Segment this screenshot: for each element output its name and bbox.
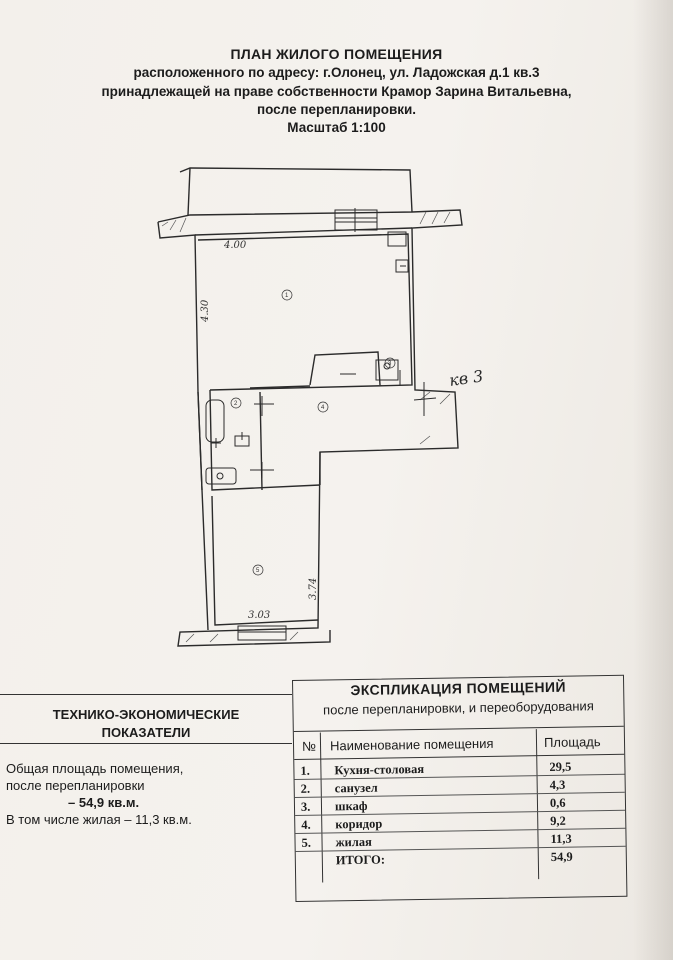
room-name: коридор xyxy=(335,816,383,832)
room-area: 9,2 xyxy=(550,813,566,828)
room-area: 29,5 xyxy=(549,759,572,774)
toilet-fixture xyxy=(206,468,236,484)
total-area-label: Общая площадь помещения, xyxy=(6,761,184,776)
room-name: шкаф xyxy=(334,798,368,814)
tech-indicators-title xyxy=(0,706,292,742)
room-area: 11,3 xyxy=(550,831,572,846)
living-area-line: В том числе жилая – 11,3 кв.м. xyxy=(6,812,192,827)
tech-title-line1: ТЕХНИКО-ЭКОНОМИЧЕСКИЕ xyxy=(52,707,240,722)
page-edge-shadow xyxy=(633,0,673,960)
dimension-top: 4.00 xyxy=(224,240,247,251)
tech-title-line2: ПОКАЗАТЕЛИ xyxy=(101,725,191,740)
window-living xyxy=(238,626,286,640)
row-number: 1. xyxy=(300,763,310,778)
scale-line: Масштаб 1:100 xyxy=(287,120,386,135)
row-number: 4. xyxy=(301,817,311,832)
row-number: 3. xyxy=(300,799,311,814)
header-divider xyxy=(294,726,624,732)
explication-subtitle: после перепланировки, и переоборудования xyxy=(322,698,594,718)
column-header-name: Наименование помещения xyxy=(329,735,494,754)
balcony-outline xyxy=(180,168,412,212)
room-number-4: 4 xyxy=(321,405,325,411)
total-area-value: – 54,9 кв.м. xyxy=(68,795,140,810)
dimension-right: 3.74 xyxy=(308,577,319,600)
row-number: 5. xyxy=(301,835,312,850)
room-area: 0,6 xyxy=(549,795,566,810)
dimension-bottom: 3.03 xyxy=(248,610,271,621)
column-header-no: № xyxy=(301,738,317,754)
room-number-3: 3 xyxy=(388,361,392,367)
dimension-left: 4.30 xyxy=(200,299,211,322)
address-line: расположенного по адресу: г.Олонец, ул. Ладожская д.1 кв.3 xyxy=(133,65,540,80)
floor-plan xyxy=(150,160,485,660)
explication-table xyxy=(292,675,627,902)
after-replanning-line: после перепланировки. xyxy=(256,102,417,117)
column-header-area: Площадь xyxy=(543,734,601,751)
room-number-5: 5 xyxy=(256,568,260,574)
room-name: жилая xyxy=(335,834,372,850)
apartment-label: кв 3 xyxy=(447,366,485,390)
tech-indicators-text xyxy=(6,760,286,828)
room-area: 4,3 xyxy=(549,777,566,792)
room-name: санузел xyxy=(334,780,378,796)
document-title: ПЛАН ЖИЛОГО ПОМЕЩЕНИЯ xyxy=(230,46,443,62)
explication-title: ЭКСПЛИКАЦИЯ ПОМЕЩЕНИЙ xyxy=(350,678,566,699)
after-replanning-label: после перепланировки xyxy=(6,778,145,793)
row-number: 2. xyxy=(300,781,311,796)
room-name: Кухня-столовая xyxy=(334,761,425,778)
total-area: 54,9 xyxy=(550,849,573,864)
owner-line: принадлежащей на праве собственности Крамор Зарина Витальевна, xyxy=(101,84,572,99)
bathtub-fixture xyxy=(206,400,224,442)
total-label: ИТОГО: xyxy=(335,852,386,868)
room-number-2: 2 xyxy=(234,401,238,407)
room-number-1: 1 xyxy=(285,293,289,299)
